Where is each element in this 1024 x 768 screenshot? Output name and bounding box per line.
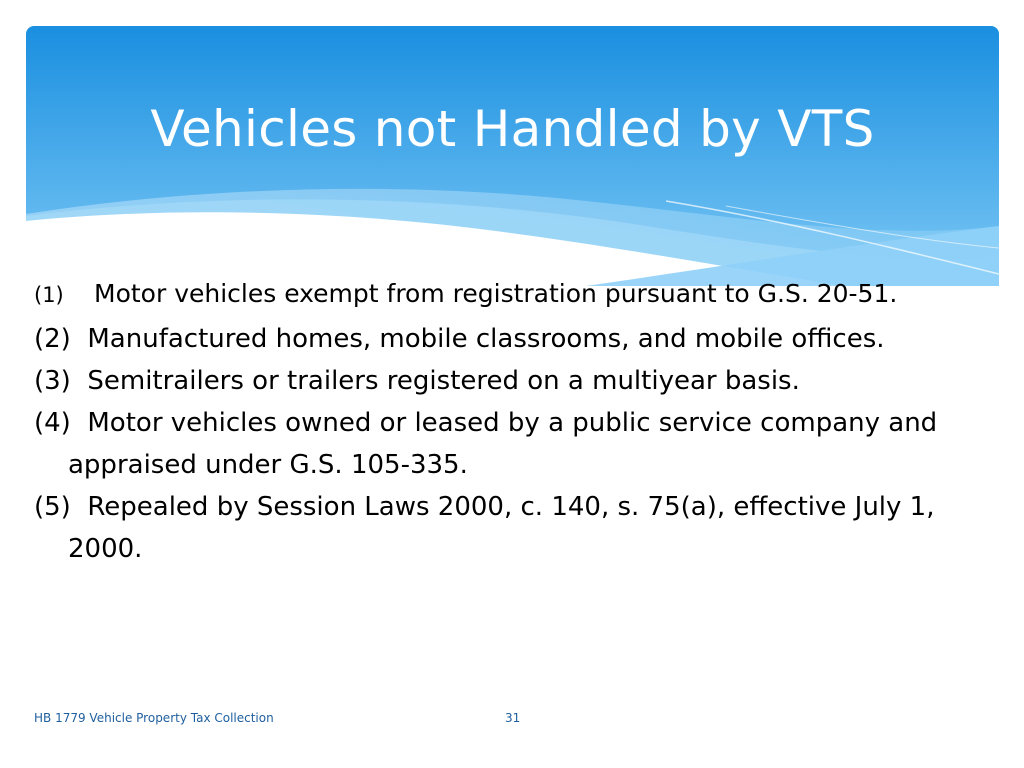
item-number: (1) bbox=[34, 283, 64, 307]
slide-title: Vehicles not Handled by VTS bbox=[150, 100, 875, 158]
list-item bbox=[34, 318, 989, 360]
item-list bbox=[34, 273, 989, 570]
item-number: (2) bbox=[34, 324, 71, 354]
item-text: Motor vehicles owned or leased by a public service company and appraised under G.S. 105-335. bbox=[68, 408, 938, 480]
list-item bbox=[34, 360, 989, 402]
list-item bbox=[34, 486, 989, 570]
list-item bbox=[34, 273, 989, 316]
item-text: Semitrailers or trailers registered on a multiyear basis. bbox=[87, 366, 800, 396]
item-number: (3) bbox=[34, 366, 71, 396]
item-text: Repealed by Session Laws 2000, c. 140, s. 75(a), effective July 1, 2000. bbox=[68, 492, 935, 564]
item-number: (5) bbox=[34, 492, 71, 522]
item-text: Motor vehicles exempt from registration pursuant to G.S. 20-51. bbox=[94, 279, 898, 308]
footer-text: HB 1779 Vehicle Property Tax Collection bbox=[34, 711, 274, 725]
page-number: 31 bbox=[505, 711, 521, 725]
list-item bbox=[34, 402, 989, 486]
item-text: Manufactured homes, mobile classrooms, and mobile offices. bbox=[87, 324, 885, 354]
item-number: (4) bbox=[34, 408, 71, 438]
